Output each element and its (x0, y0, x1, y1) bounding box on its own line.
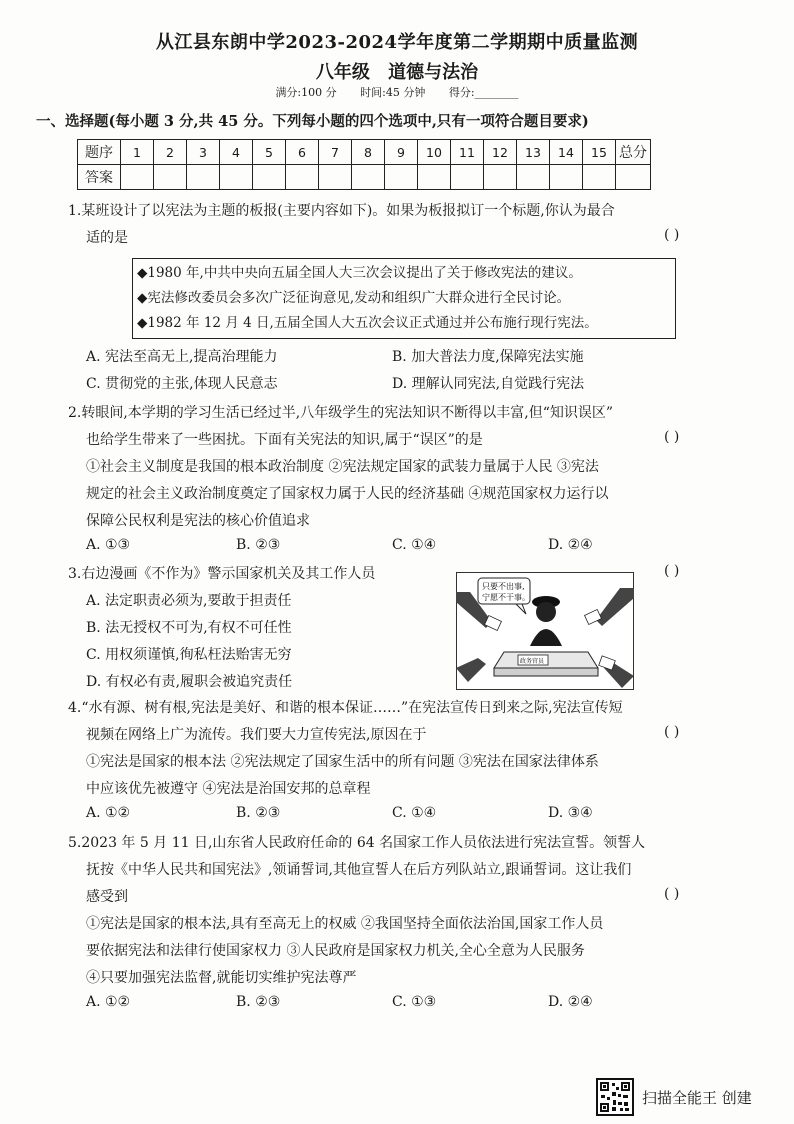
q5-option-a: A. ①② (86, 994, 131, 1010)
info-item: ◆宪法修改委员会多次广泛征询意见,发动和组织广大群众进行全民讨论。 (137, 290, 571, 306)
q5-stem-line2: 抚按《中华人民共和国宪法》,领诵誓词,其他宣誓人在后方列队站立,跟诵誓词。这让我们 (86, 862, 632, 878)
score-field: 得分:________ (448, 86, 519, 99)
row-label-number: 题序 (78, 140, 121, 165)
q2-stem-line2: 也给学生带来了一些困扰。下面有关宪法的知识,属于“误区”的是 (86, 432, 483, 448)
question-number-cell: 13 (517, 140, 550, 165)
q3-option-c: C. 用权须谨慎,徇私枉法贻害无穷 (86, 647, 292, 663)
question-number-cell: 15 (583, 140, 616, 165)
exam-title: 从江县东朗中学2023-2024学年度第二学期期中质量监测 (155, 32, 639, 53)
qr-code-icon (596, 1078, 634, 1116)
q4-stem-line2: 视频在网络上广为流传。我们要大力宣传宪法,原因在于 (86, 727, 427, 743)
answer-cell[interactable] (220, 165, 253, 190)
desk-sign-text: 政务官员 (520, 658, 545, 665)
exam-time: 时间:45 分钟 (360, 86, 426, 99)
question-number-cell: 5 (253, 140, 286, 165)
desk-front (494, 668, 598, 676)
q2-statement-line3: 保障公民权利是宪法的核心价值追求 (86, 513, 310, 529)
row-label-answer: 答案 (78, 165, 121, 190)
q5-answer-bracket: ( ) (664, 886, 680, 902)
q5-statement-line3: ④只要加强宪法监督,就能切实维护宪法尊严 (86, 970, 357, 986)
question-number-cell: 11 (451, 140, 484, 165)
question-number-cell: 4 (220, 140, 253, 165)
question-number-cell: 1 (121, 140, 154, 165)
question-number-cell: 7 (319, 140, 352, 165)
bubble-text-line2: 宁愿不干事。 (482, 593, 530, 602)
q2-statement-line1: ①社会主义制度是我国的根本政治制度 ②宪法规定国家的武装力量属于人民 ③宪法 (86, 459, 599, 475)
q2-option-d: D. ②④ (548, 537, 593, 553)
q5-statement-line2: 要依据宪法和法律行使国家权力 ③人民政府是国家权力机关,全心全意为人民服务 (86, 943, 585, 959)
q5-stem-line1: 5.2023 年 5 月 11 日,山东省人民政府任命的 64 名国家工作人员依法进行宪法宣誓。领誓人 (68, 835, 646, 851)
total-score-cell[interactable] (616, 165, 651, 190)
q2-option-b: B. ②③ (236, 537, 281, 553)
q4-option-c: C. ①④ (392, 805, 437, 821)
question-number-cell: 9 (385, 140, 418, 165)
scanner-watermark (596, 1078, 752, 1116)
answer-cell[interactable] (385, 165, 418, 190)
question-number-cell: 2 (154, 140, 187, 165)
q1-stem-line1: 1.某班设计了以宪法为主题的板报(主要内容如下)。如果为板报拟订一个标题,你认为最合 (68, 203, 615, 219)
q2-option-a: A. ①③ (86, 537, 131, 553)
question-number-cell: 14 (550, 140, 583, 165)
table-row-numbers (78, 140, 651, 165)
q4-option-a: A. ①② (86, 805, 131, 821)
q1-option-b: B. 加大普法力度,保障宪法实施 (392, 349, 584, 365)
total-score-label: 总分 (616, 140, 651, 165)
question-number-cell: 12 (484, 140, 517, 165)
grade-label: 八年级 (315, 62, 370, 83)
question-number-cell: 10 (418, 140, 451, 165)
question-number-cell: 6 (286, 140, 319, 165)
answer-cell[interactable] (121, 165, 154, 190)
answer-cell[interactable] (286, 165, 319, 190)
official-head (536, 602, 556, 622)
subject-label: 道德与法治 (388, 62, 479, 83)
q3-option-b: B. 法无授权不可为,有权不可任性 (86, 620, 292, 636)
bubble-text-line1: 只要不出事, (482, 582, 525, 591)
q2-statement-line2: 规定的社会主义政治制度奠定了国家权力属于人民的经济基础 ④规范国家权力运行以 (86, 486, 609, 502)
exam-meta (0, 84, 794, 100)
watermark-text: 扫描全能王 创建 (642, 1088, 752, 1107)
q4-statement-line1: ①宪法是国家的根本法 ②宪法规定了国家生活中的所有问题 ③宪法在国家法律体系 (86, 754, 599, 770)
answer-cell[interactable] (418, 165, 451, 190)
q4-answer-bracket: ( ) (664, 724, 680, 740)
question-number-cell: 3 (187, 140, 220, 165)
answer-cell[interactable] (352, 165, 385, 190)
q3-answer-bracket: ( ) (664, 563, 680, 579)
q4-stem-line1: 4.“水有源、树有根,宪法是美好、和谐的根本保证……”在宪法宣传日到来之际,宪法宣传短 (68, 700, 623, 716)
answer-cell[interactable] (484, 165, 517, 190)
answer-cell[interactable] (253, 165, 286, 190)
section-heading: 一、选择题(每小题 3 分,共 45 分。下列每小题的四个选项中,只有一项符合题目要求) (36, 113, 589, 130)
q5-option-d: D. ②④ (548, 994, 593, 1010)
q1-answer-bracket: ( ) (664, 227, 680, 243)
q2-answer-bracket: ( ) (664, 429, 680, 445)
answer-cell[interactable] (154, 165, 187, 190)
q5-option-b: B. ②③ (236, 994, 281, 1010)
table-row-answers (78, 165, 651, 190)
q2-stem-line1: 2.转眼间,本学期的学习生活已经过半,八年级学生的宪法知识不断得以丰富,但“知识误区” (68, 405, 614, 421)
q3-stem: 3.右边漫画《不作为》警示国家机关及其工作人员 (68, 566, 376, 582)
question-number-cell: 8 (352, 140, 385, 165)
answer-cell[interactable] (517, 165, 550, 190)
cartoon-illustration (456, 572, 634, 690)
q1-info-box (132, 258, 676, 339)
q4-option-b: B. ②③ (236, 805, 281, 821)
q4-statement-line2: 中应该优先被遵守 ④宪法是治国安邦的总章程 (86, 781, 371, 797)
answer-cell[interactable] (319, 165, 352, 190)
q5-statement-line1: ①宪法是国家的根本法,具有至高无上的权威 ②我国坚持全面依法治国,国家工作人员 (86, 916, 604, 932)
q1-option-c: C. 贯彻党的主张,体现人民意志 (86, 376, 278, 392)
q1-option-a: A. 宪法至高无上,提高治理能力 (86, 349, 278, 365)
q5-stem-line3: 感受到 (86, 889, 128, 905)
q4-option-d: D. ③④ (548, 805, 593, 821)
answer-table (77, 139, 651, 190)
full-score: 满分:100 分 (275, 86, 337, 99)
answer-cell[interactable] (187, 165, 220, 190)
q3-option-a: A. 法定职责必须为,要敢于担责任 (86, 593, 292, 609)
q2-option-c: C. ①④ (392, 537, 437, 553)
info-item: ◆1982 年 12 月 4 日,五届全国人大五次会议正式通过并公布施行现行宪法。 (137, 315, 598, 331)
answer-cell[interactable] (583, 165, 616, 190)
q5-option-c: C. ①③ (392, 994, 437, 1010)
q3-option-d: D. 有权必有责,履职会被追究责任 (86, 674, 293, 690)
q1-option-d: D. 理解认同宪法,自觉践行宪法 (392, 376, 585, 392)
answer-cell[interactable] (451, 165, 484, 190)
q1-stem-line2: 适的是 (86, 230, 128, 246)
exam-subtitle (0, 58, 794, 84)
answer-cell[interactable] (550, 165, 583, 190)
info-item: ◆1980 年,中共中央向五届全国人大三次会议提出了关于修改宪法的建议。 (137, 265, 582, 281)
